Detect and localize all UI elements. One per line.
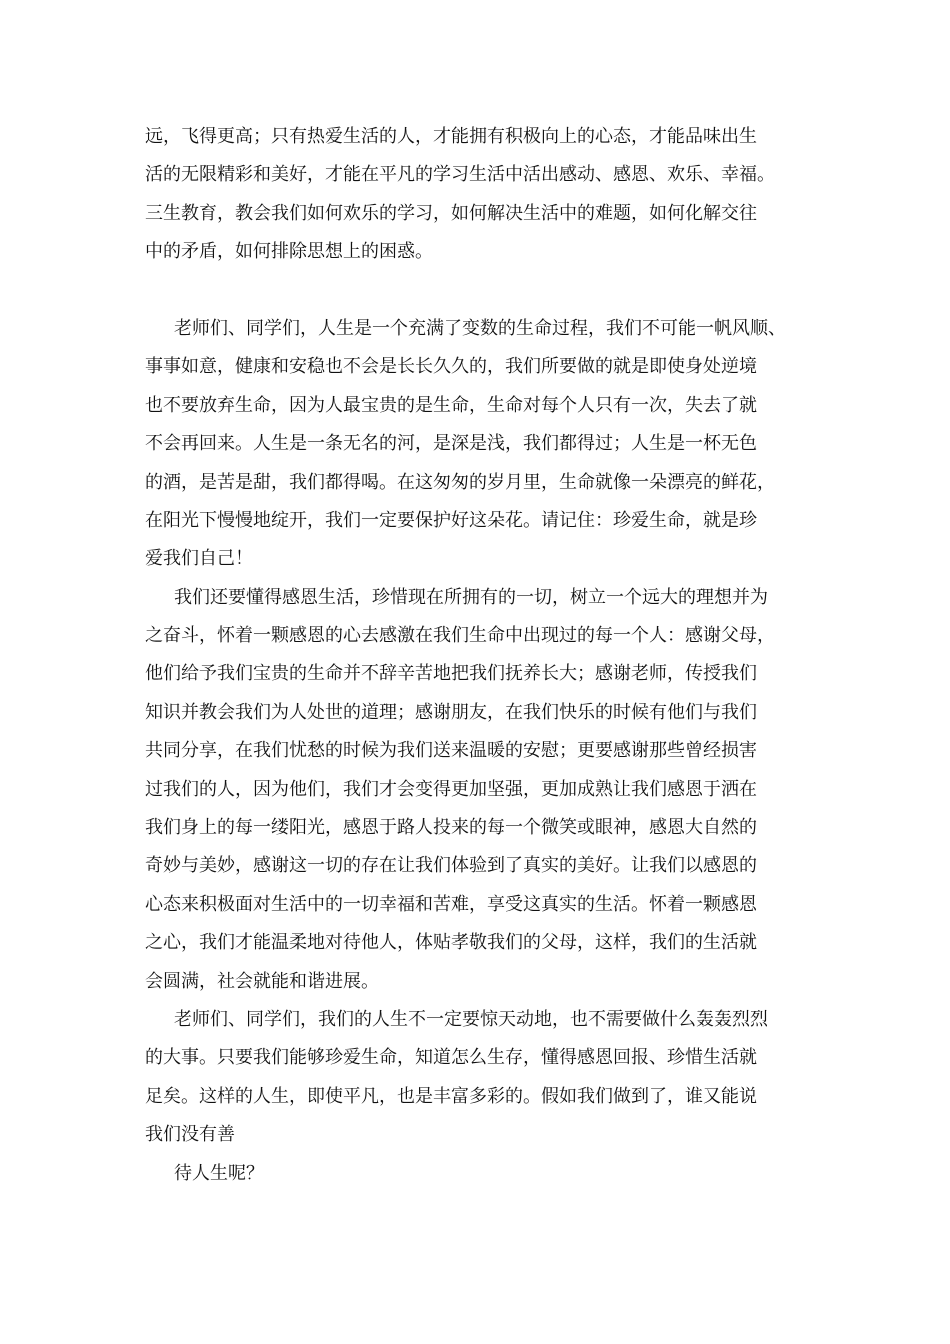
text-line: 的酒，是苦是甜，我们都得喝。在这匆匆的岁月里，生命就像一朵漂亮的鲜花， (145, 471, 775, 493)
text-line: 心态来积极面对生活中的一切幸福和苦难，享受这真实的生活。怀着一颗感恩 (145, 893, 757, 915)
text-line: 之奋斗，怀着一颗感恩的心去感激在我们生命中出现过的每一个人：感谢父母， (145, 625, 775, 647)
text-line: 之心，我们才能温柔地对待他人，体贴孝敬我们的父母，这样，我们的生活就 (145, 932, 757, 954)
text-line: 老师们、同学们，人生是一个充满了变数的生命过程，我们不可能一帆风顺、 (174, 317, 786, 339)
text-line: 会圆满，社会就能和谐进展。 (145, 970, 379, 992)
text-line: 三生教育，教会我们如何欢乐的学习，如何解决生活中的难题，如何化解交往 (145, 202, 757, 224)
text-line: 待人生呢？ (174, 1162, 264, 1184)
text-line: 在阳光下慢慢地绽开，我们一定要保护好这朵花。请记住：珍爱生命，就是珍 (145, 509, 757, 531)
text-line: 老师们、同学们，我们的人生不一定要惊天动地，也不需要做什么轰轰烈烈 (174, 1008, 768, 1030)
paragraph-gap (145, 272, 845, 310)
text-line: 事事如意，健康和安稳也不会是长长久久的，我们所要做的就是即使身处逆境 (145, 356, 757, 378)
text-line: 共同分享，在我们忧愁的时候为我们送来温暖的安慰；更要感谢那些曾经损害 (145, 740, 757, 762)
text-line: 他们给予我们宝贵的生命并不辞辛苦地把我们抚养长大；感谢老师，传授我们 (145, 663, 757, 685)
text-line: 活的无限精彩和美好，才能在平凡的学习生活中活出感动、感恩、欢乐、幸福。 (145, 164, 775, 186)
text-line: 远，飞得更高；只有热爱生活的人，才能拥有积极向上的心态，才能品味出生 (145, 126, 757, 147)
text-line: 爱我们自己！ (145, 548, 253, 570)
text-line: 过我们的人，因为他们，我们才会变得更加坚强，更加成熟让我们感恩于洒在 (145, 778, 757, 800)
text-line: 中的矛盾，如何排除思想上的困惑。 (145, 241, 433, 263)
text-line: 奇妙与美妙，感谢这一切的存在让我们体验到了真实的美好。让我们以感恩的 (145, 855, 757, 877)
text-line: 不会再回来。人生是一条无名的河，是深是浅，我们都得过；人生是一杯无色 (145, 433, 757, 455)
document-body (145, 118, 845, 1193)
text-line: 知识并教会我们为人处世的道理；感谢朋友，在我们快乐的时候有他们与我们 (145, 701, 757, 723)
text-line: 我们身上的每一缕阳光，感恩于路人投来的每一个微笑或眼神，感恩大自然的 (145, 817, 757, 839)
text-line: 我们还要懂得感恩生活，珍惜现在所拥有的一切，树立一个远大的理想并为 (174, 586, 768, 608)
text-line: 也不要放弃生命，因为人最宝贵的是生命，生命对每个人只有一次，失去了就 (145, 394, 757, 416)
text-line: 的大事。只要我们能够珍爱生命，知道怎么生存，懂得感恩回报、珍惜生活就 (145, 1047, 757, 1069)
text-line: 我们没有善 (145, 1124, 235, 1146)
text-line: 足矣。这样的人生，即使平凡，也是丰富多彩的。假如我们做到了，谁又能说 (145, 1085, 757, 1107)
